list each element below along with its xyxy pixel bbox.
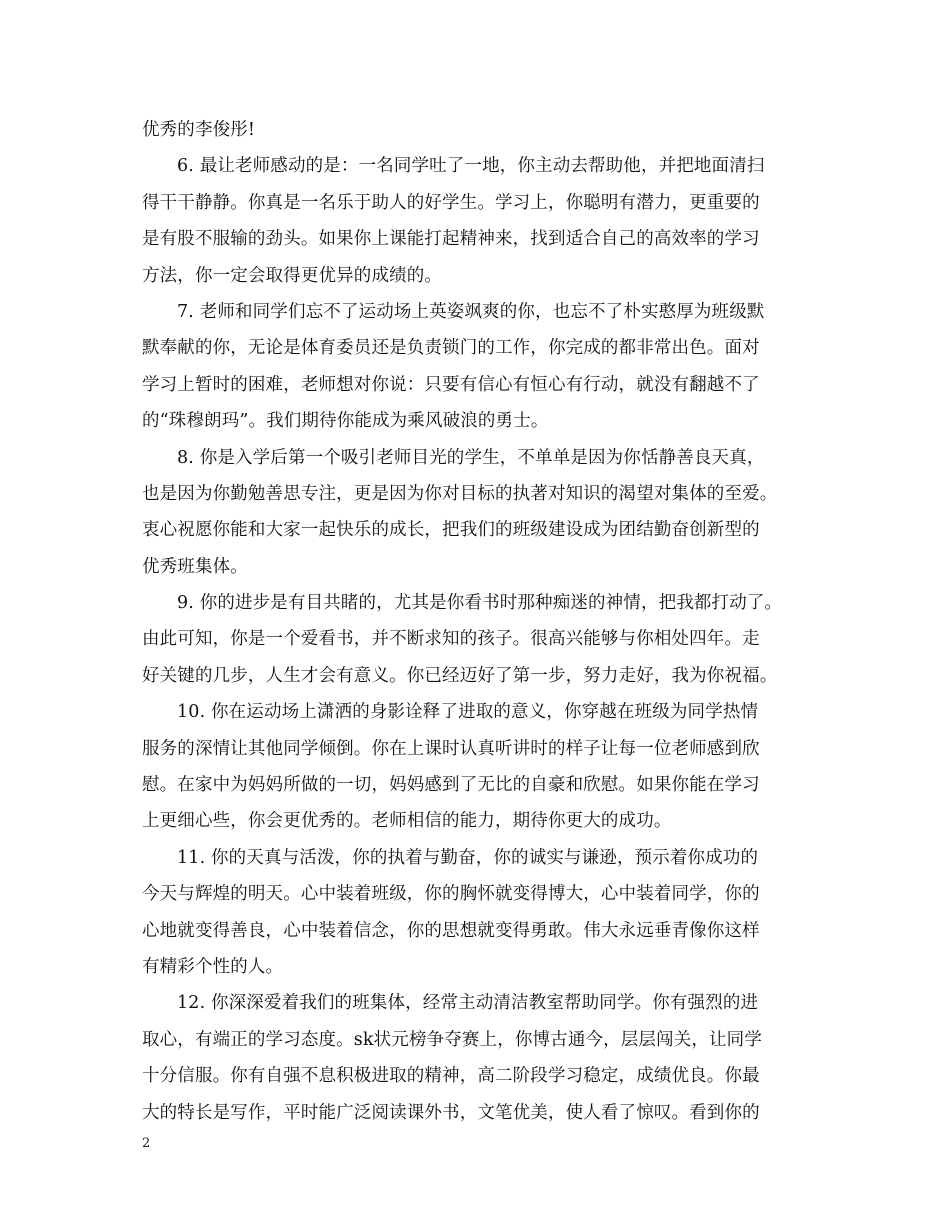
text-line: 衷心祝愿你能和大家一起快乐的成长，把我们的班级建设成为团结勤奋创新型的: [142, 520, 760, 541]
text-line: 默奉献的你，无论是体育委员还是负责锁门的工作，你完成的都非常出色。面对: [142, 338, 760, 359]
text-line: 9. 你的进步是有目共睹的，尤其是你看书时那种痴迷的神情，把我都打动了。: [177, 593, 783, 614]
text-line: 慰。在家中为妈妈所做的一切，妈妈感到了无比的自豪和欣慰。如果你能在学习: [142, 775, 760, 796]
text-line: 学习上暂时的困难，老师想对你说：只要有信心有恒心有行动，就没有翻越不了: [142, 374, 760, 395]
text-line: 得干干静静。你真是一名乐于助人的好学生。学习上，你聪明有潜力，更重要的: [142, 192, 760, 213]
text-line: 优秀班集体。: [142, 556, 248, 577]
text-line: 是有股不服输的劲头。如果你上课能打起精神来，找到适合自己的高效率的学习: [142, 229, 760, 250]
text-line: 十分信服。你有自强不息积极进取的精神，高二阶段学习稳定，成绩优良。你最: [142, 1066, 760, 1087]
text-line: 好关键的几步，人生才会有意义。你已经迈好了第一步，努力走好，我为你祝福。: [142, 665, 778, 686]
text-line: 优秀的李俊彤!: [142, 120, 256, 140]
text-line: 上更细心些，你会更优秀的。老师相信的能力，期待你更大的成功。: [142, 811, 672, 832]
text-line: 有精彩个性的人。: [142, 956, 284, 977]
text-line: 8. 你是入学后第一个吸引老师目光的学生，不单单是因为你恬静善良天真，: [177, 447, 765, 468]
text-line: 大的特长是写作，平时能广泛阅读课外书，文笔优美，使人看了惊叹。看到你的: [142, 1102, 760, 1123]
text-line: 7. 老师和同学们忘不了运动场上英姿飒爽的你，也忘不了朴实憨厚为班级默: [177, 301, 765, 322]
text-line: 心地就变得善良，心中装着信念，你的思想就变得勇敢。伟大永远垂青像你这样: [142, 920, 760, 941]
text-line: 11. 你的天真与活泼，你的执着与勤奋，你的诚实与谦逊，预示着你成功的: [177, 847, 759, 868]
text-line: 也是因为你勤勉善思专注，更是因为你对目标的执著对知识的渴望对集体的至爱。: [142, 483, 778, 504]
document-body: [142, 112, 822, 1131]
text-line: 12. 你深深爱着我们的班集体，经常主动清洁教室帮助同学。你有强烈的进: [177, 993, 759, 1014]
text-line: 的“珠穆朗玛”。我们期待你能成为乘风破浪的勇士。: [142, 411, 549, 432]
text-line: 6. 最让老师感动的是：一名同学吐了一地，你主动去帮助他，并把地面清扫: [177, 156, 765, 177]
text-line: 由此可知，你是一个爱看书，并不断求知的孩子。很高兴能够与你相处四年。走: [142, 629, 760, 650]
text-line: 10. 你在运动场上潇洒的身影诠释了进取的意义，你穿越在班级为同学热情: [177, 702, 759, 723]
page-number: 2: [142, 1136, 151, 1151]
text-line: 取心，有端正的学习态度。sk状元榜争夺赛上，你博古通今，层层闯关，让同学: [142, 1029, 762, 1050]
text-line: 服务的深情让其他同学倾倒。你在上课时认真听讲时的样子让每一位老师感到欣: [142, 738, 760, 759]
text-line: 方法，你一定会取得更优异的成绩的。: [142, 265, 443, 286]
text-line: 今天与辉煌的明天。心中装着班级，你的胸怀就变得博大，心中装着同学，你的: [142, 884, 760, 905]
